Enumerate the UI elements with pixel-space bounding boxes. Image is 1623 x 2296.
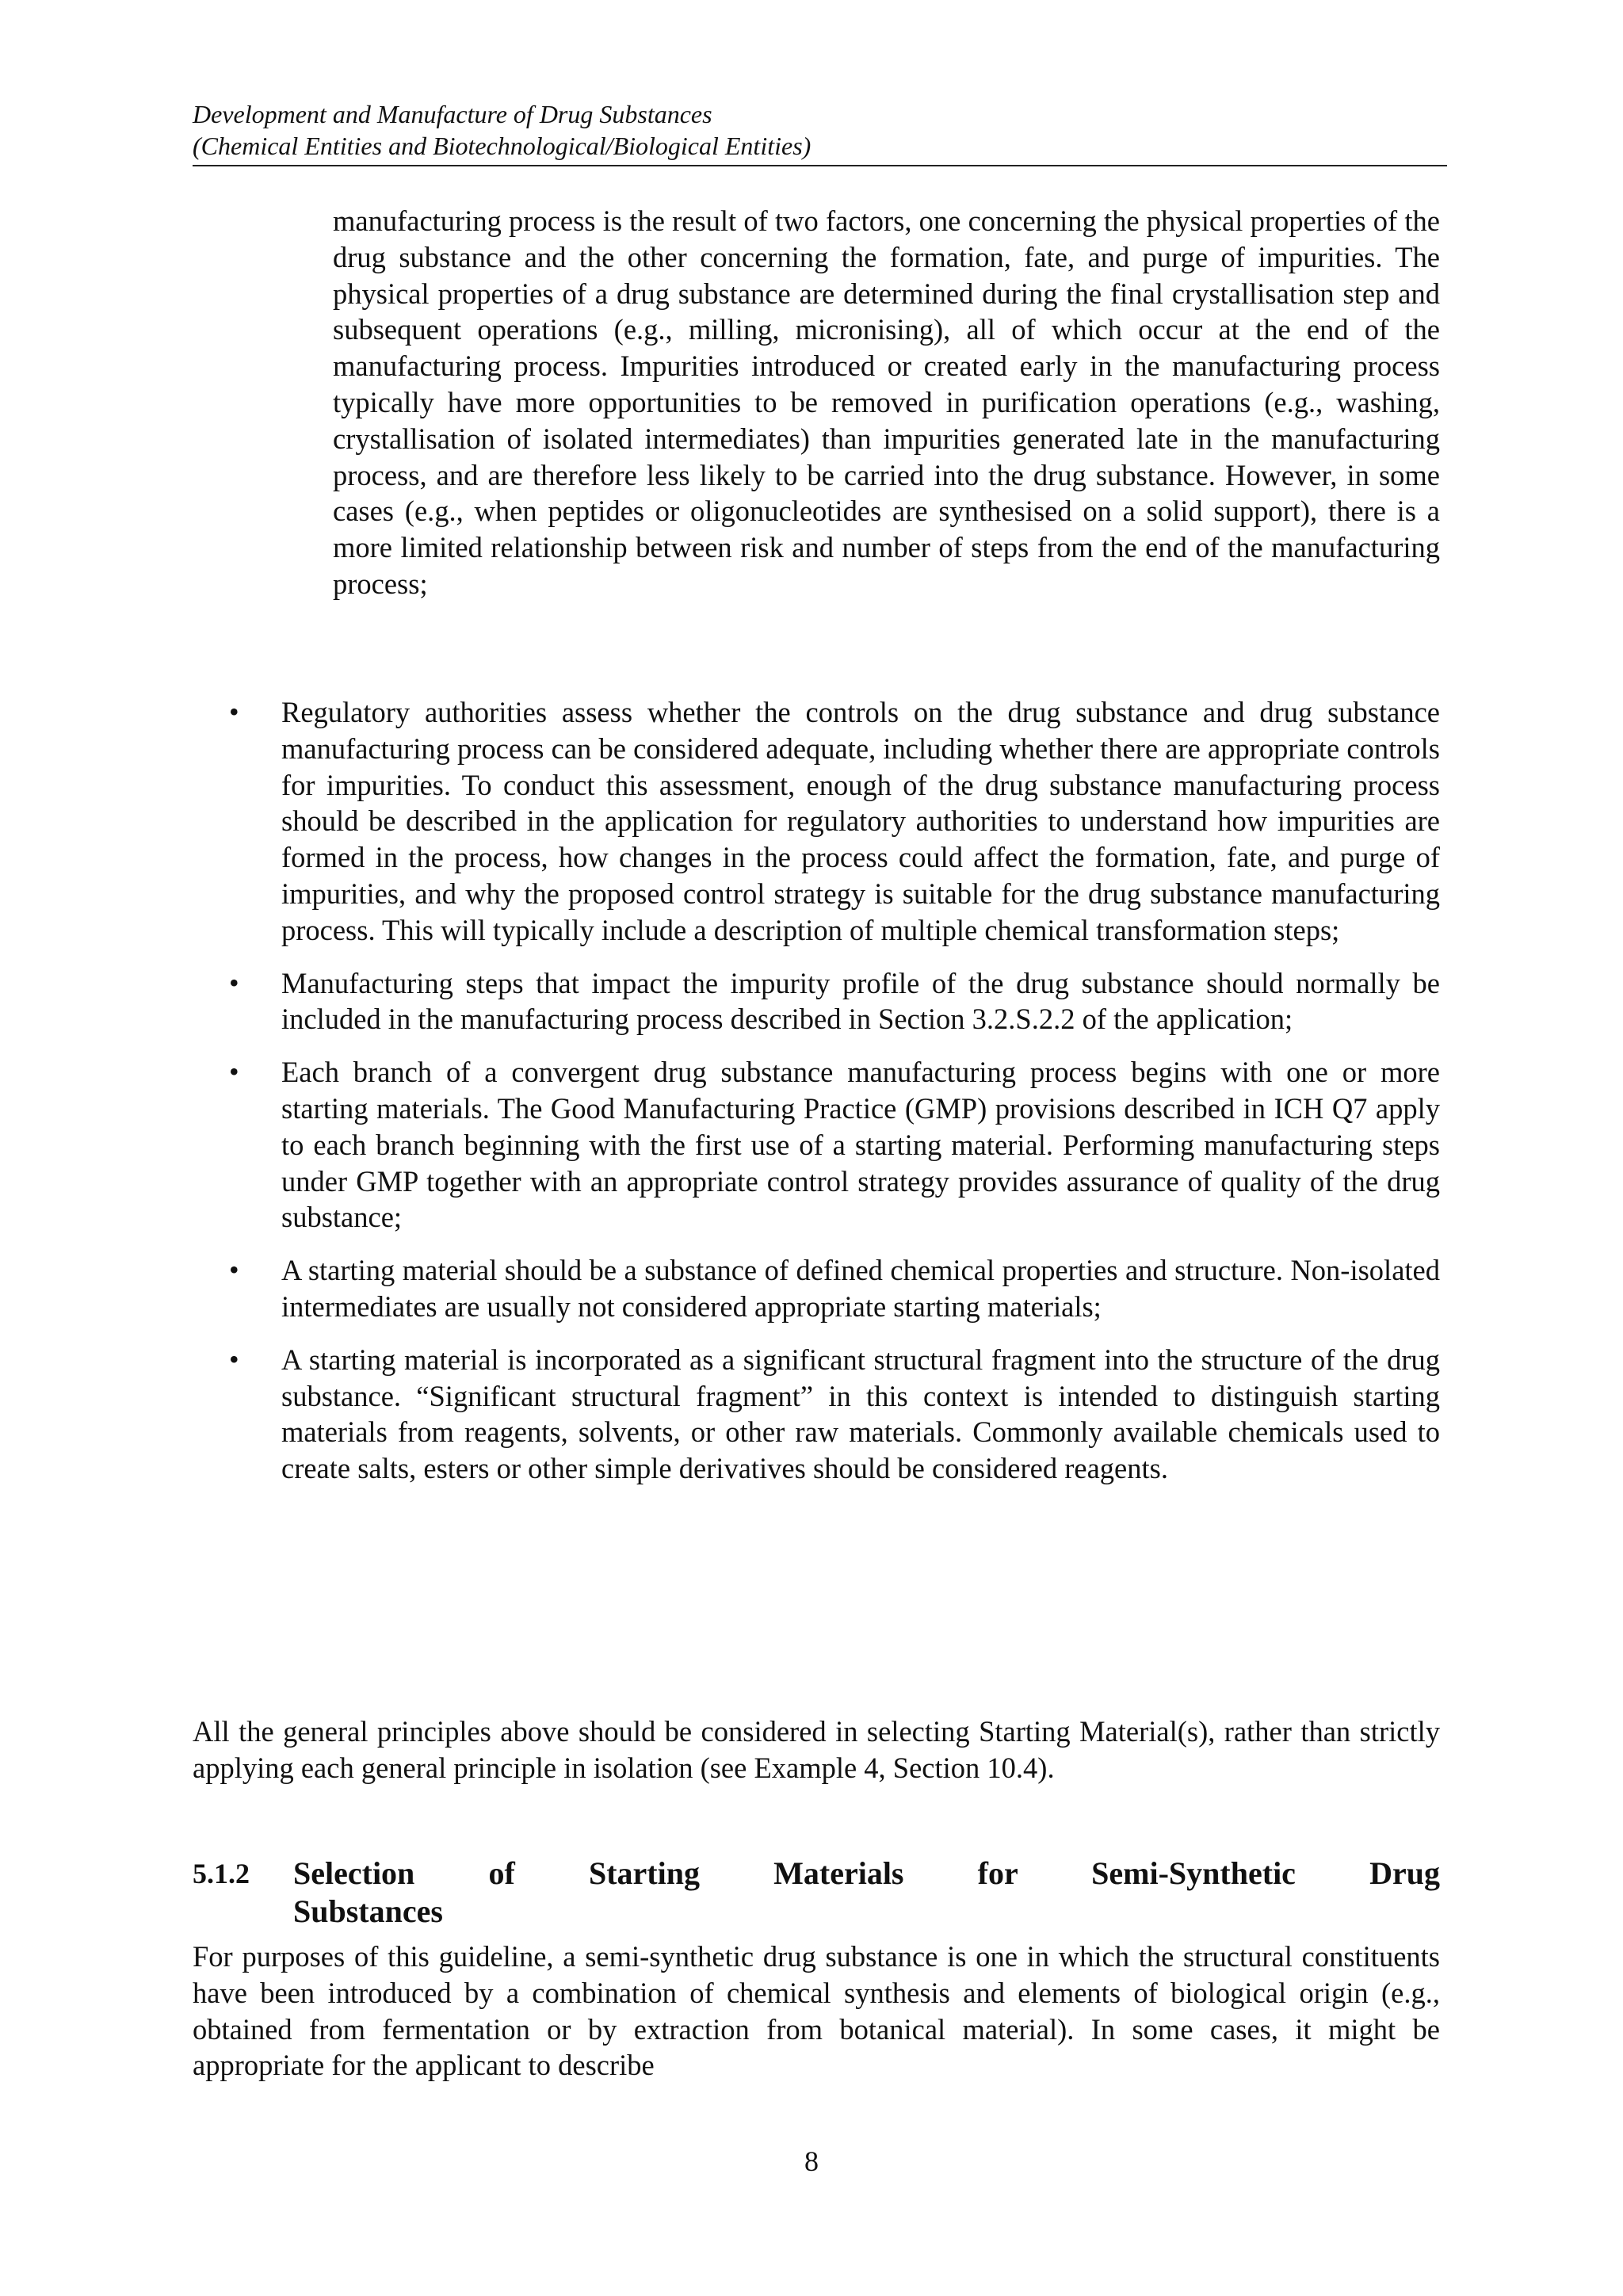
list-item [193,965,1440,1038]
header-subtitle: (Chemical Entities and Biotechnological/Biological Entities) [193,132,812,160]
principles-bullet-list [193,694,1440,1503]
list-item-text: Manufacturing steps that impact the impurity profile of the drug substance should normally be included in the manufacturing process described in Section 3.2.S.2.2 of the application; [281,966,1440,1036]
bullet-icon: • [229,696,239,728]
list-item-text: Each branch of a convergent drug substance manufacturing process begins with one or more starting materials. The Good Manufacturing Practice (GMP) provisions described in ICH Q7 apply to each branch beginning with the first use of a starting material. Performing manufacturing steps under GMP together with an appropriate control strategy provides assurance of quality of the drug substance; [281,1056,1440,1234]
header-title: Development and Manufacture of Drug Substances [193,100,712,128]
bullet-icon: • [229,1343,239,1375]
list-item [193,1252,1440,1325]
section-title [293,1855,1440,1931]
list-item-text: A starting material is incorporated as a significant structural fragment into the structure of the drug substance. “Significant structural fragment” in this context is intended to distinguish starting materials from reagents, solvents, or other raw materials. Commonly available chemicals used to create salts, esters or other simple derivatives should be considered reagents. [281,1343,1440,1485]
section-title-line-1: Selection of Starting Materials for Semi-Synthetic Drug [293,1855,1440,1891]
list-item [193,694,1440,949]
section-number: 5.1.2 [193,1858,250,1889]
page-number: 8 [804,2145,819,2177]
section-title-line-2: Substances [293,1893,443,1929]
running-header [193,98,1447,166]
list-item-text: Regulatory authorities assess whether the controls on the drug substance and drug substance manufacturing process can be considered adequate, including whether there are appropriate controls for impurities. To conduct this assessment, enough of the drug substance manufacturing process should be described in the application for regulatory authorities to understand how impurities are formed in the process, how changes in the process could affect the formation, fate, and purge of impurities, and why the proposed control strategy is suitable for the drug substance manufacturing process. This will typically include a description of multiple chemical transformation steps; [281,696,1440,946]
bullet-icon: • [229,1254,239,1286]
section-heading [193,1855,1440,1931]
bullet-icon: • [229,1056,239,1088]
continuation-paragraph: manufacturing process is the result of two factors, one concerning the physical properties of the drug substance and the other concerning the formation, fate, and purge of impurities. The physical properties of a drug substance are determined during the final crystallisation step and subsequent operations (e.g., milling, micronising), all of which occur at the end of the manufacturing process. Impurities introduced or created early in the manufacturing process typically have more opportunities to be removed in purification operations (e.g., washing, crystallisation of isolated intermediates) than impurities generated late in the manufacturing process, and are therefore less likely to be carried into the drug substance. However, in some cases (e.g., when peptides or oligonucleotides are synthesised on a solid support), there is a more limited relationship between risk and number of steps from the end of the manufacturing process; [333,204,1440,600]
section-paragraph: For purposes of this guideline, a semi-synthetic drug substance is one in which the structural constituents have been introduced by a combination of chemical synthesis and elements of biological origin (e.g., obtained from fermentation or by extraction from botanical material). In some cases, it might be appropriate for the applicant to describe [193,1940,1440,2082]
list-item [193,1054,1440,1236]
bullet-icon: • [229,966,239,999]
list-item [193,1342,1440,1487]
list-item-text: A starting material should be a substance of defined chemical properties and structure. Non-isolated intermediates are usually not considered appropriate starting materials; [281,1254,1440,1323]
closing-paragraph: All the general principles above should be considered in selecting Starting Material(s), rather than strictly applying each general principle in isolation (see Example 4, Section 10.4). [193,1715,1440,1784]
